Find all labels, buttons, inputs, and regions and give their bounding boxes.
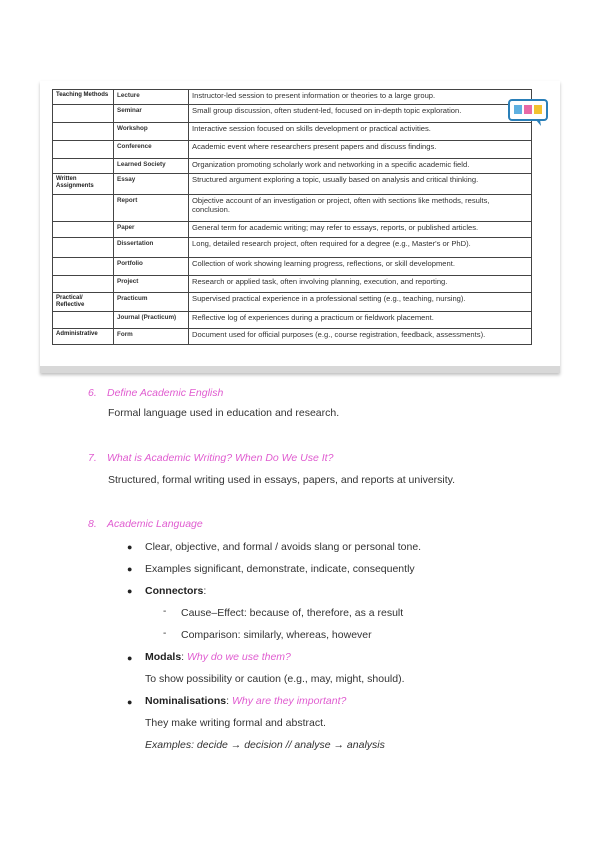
table-row [53, 159, 532, 174]
table-row [53, 312, 532, 329]
section-8-number: 8. [88, 518, 97, 530]
table-category-cell [53, 105, 114, 123]
table-row [53, 195, 532, 222]
table-term-cell: Report [114, 195, 189, 222]
chat-board-icon [508, 99, 548, 127]
table-definition-cell: Supervised practical experience in a professional setting (e.g., teaching, nursing). [189, 293, 532, 312]
colon: : [203, 585, 207, 597]
table-category-cell [53, 159, 114, 174]
table-term-cell: Journal (Practicum) [114, 312, 189, 329]
bullet-icon: ● [127, 653, 133, 663]
modals-body: To show possibility or caution (e.g., may, might, should). [145, 673, 405, 685]
bullet-icon: ● [127, 586, 133, 596]
table-row [53, 123, 532, 141]
table-term-cell: Dissertation [114, 238, 189, 258]
table-term-cell: Practicum [114, 293, 189, 312]
table-category-cell [53, 123, 114, 141]
table-term-cell: Workshop [114, 123, 189, 141]
table-definition-cell: Organization promoting scholarly work and networking in a specific academic field. [189, 159, 532, 174]
modals-label: Modals [145, 651, 182, 663]
nominalisations-question: Why are they important? [231, 695, 347, 707]
table-term-cell: Project [114, 276, 189, 293]
table-row [53, 222, 532, 238]
section-6-body: Formal language used in education and research. [108, 407, 340, 419]
table-row [53, 293, 532, 312]
table-row [53, 238, 532, 258]
table-category-cell: Practical/ Reflective [53, 293, 114, 312]
table-row [53, 174, 532, 195]
table-category-cell [53, 141, 114, 159]
table-definition-cell: Document used for official purposes (e.g., course registration, feedback, assessments). [189, 329, 532, 345]
bullet-connectors [145, 585, 206, 597]
bullet-icon: ● [127, 564, 133, 574]
modals-question: Why do we use them? [187, 651, 291, 663]
bullet-icon: ● [127, 697, 133, 707]
table-definition-cell: Collection of work showing learning progress, reflections, or skill development. [189, 258, 532, 276]
table-category-cell: Administrative [53, 329, 114, 345]
colon: : [181, 651, 185, 663]
table-category-cell [53, 276, 114, 293]
bullet-examples: Examples significant, demonstrate, indicate, consequently [145, 563, 415, 575]
nominalisations-label: Nominalisations [145, 695, 227, 707]
table-definition-cell: Reflective log of experiences during a practicum or fieldwork placement. [189, 312, 532, 329]
table-definition-cell: Interactive session focused on skills development or practical activities. [189, 123, 532, 141]
table-category-cell [53, 222, 114, 238]
table-category-cell [53, 195, 114, 222]
vocabulary-table-image [40, 81, 560, 373]
nominalisations-body: They make writing formal and abstract. [145, 717, 326, 729]
section-7-heading [88, 452, 333, 464]
bullet-formal-tone: Clear, objective, and formal / avoids slang or personal tone. [145, 541, 422, 553]
table-definition-cell: Structured argument exploring a topic, usually based on analysis and critical thinking. [189, 174, 532, 195]
section-8-title: Academic Language [107, 518, 203, 530]
connector-comparison: Comparison: similarly, whereas, however [181, 629, 372, 641]
table-category-cell [53, 258, 114, 276]
table-term-cell: Paper [114, 222, 189, 238]
dash-icon: - [163, 606, 167, 617]
table-row [53, 329, 532, 345]
table-category-cell: Teaching Methods [53, 90, 114, 105]
table-term-cell: Portfolio [114, 258, 189, 276]
section-7-title: What is Academic Writing? When Do We Use It? [107, 452, 334, 464]
bullet-nominalisations [145, 695, 346, 707]
bullet-modals [145, 651, 291, 663]
table-term-cell: Conference [114, 141, 189, 159]
table-row [53, 258, 532, 276]
table-term-cell: Lecture [114, 90, 189, 105]
colon: : [226, 695, 230, 707]
table-definition-cell: Instructor-led session to present information or theories to a large group. [189, 90, 532, 105]
section-6-number: 6. [88, 387, 97, 399]
section-6-title: Define Academic English [107, 387, 224, 399]
table-row [53, 105, 532, 123]
table-definition-cell: General term for academic writing; may refer to essays, reports, or published articles. [189, 222, 532, 238]
table-definition-cell: Objective account of an investigation or project, often with sections like methods, results, conclusion. [189, 195, 532, 222]
nominalisations-examples: Examples: decide → decision // analyse → analysis [145, 739, 385, 751]
table-definition-cell: Long, detailed research project, often required for a degree (e.g., Master's or PhD). [189, 238, 532, 258]
connector-cause-effect: Cause–Effect: because of, therefore, as a result [181, 607, 404, 619]
dash-icon: - [163, 628, 167, 639]
table-definition-cell: Research or applied task, often involving planning, execution, and reporting. [189, 276, 532, 293]
table-row [53, 276, 532, 293]
table-image-bottom-band [40, 366, 560, 373]
table-category-cell [53, 238, 114, 258]
connectors-label: Connectors [145, 585, 204, 597]
table-category-cell [53, 312, 114, 329]
table-term-cell: Essay [114, 174, 189, 195]
table-term-cell: Form [114, 329, 189, 345]
section-8-heading [88, 518, 203, 530]
table-row [53, 141, 532, 159]
table-row [53, 90, 532, 105]
table-term-cell: Learned Society [114, 159, 189, 174]
table-definition-cell: Small group discussion, often student-led, focused on in-depth topic exploration. [189, 105, 532, 123]
table-definition-cell: Academic event where researchers present papers and discuss findings. [189, 141, 532, 159]
table-term-cell: Seminar [114, 105, 189, 123]
vocabulary-table [52, 89, 532, 345]
bullet-icon: ● [127, 542, 133, 552]
table-category-cell: Written Assignments [53, 174, 114, 195]
section-7-body: Structured, formal writing used in essays, papers, and reports at university. [108, 474, 456, 486]
section-7-number: 7. [88, 452, 97, 464]
section-6-heading [88, 387, 223, 399]
